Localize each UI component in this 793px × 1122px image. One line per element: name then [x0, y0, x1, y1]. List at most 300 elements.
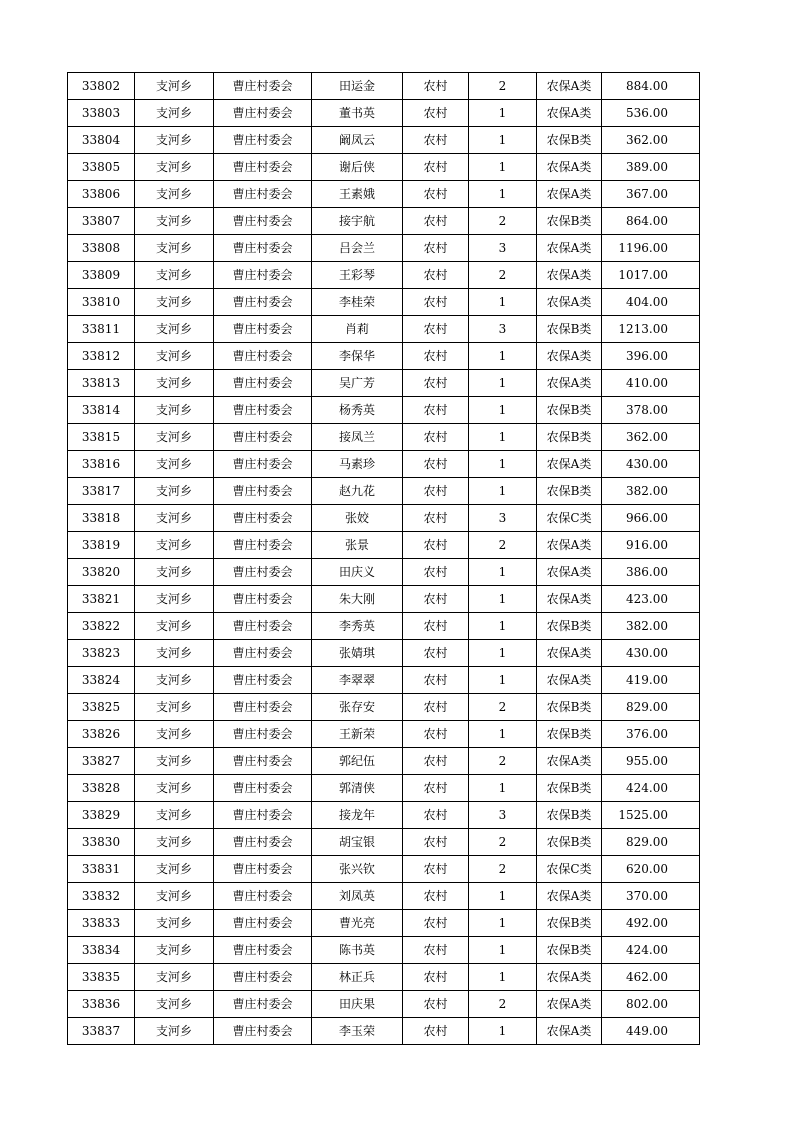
household-count-cell: 1	[469, 964, 537, 991]
amount-cell: 382.00	[602, 613, 700, 640]
township-cell: 支河乡	[135, 127, 214, 154]
table-row	[68, 208, 700, 235]
amount-cell: 829.00	[602, 829, 700, 856]
amount-cell: 386.00	[602, 559, 700, 586]
person-name-cell: 董书英	[312, 100, 403, 127]
amount-cell: 536.00	[602, 100, 700, 127]
table-row	[68, 586, 700, 613]
amount-cell: 1017.00	[602, 262, 700, 289]
person-name-cell: 李保华	[312, 343, 403, 370]
insurance-category-cell: 农保B类	[537, 478, 602, 505]
person-name-cell: 张姣	[312, 505, 403, 532]
area-type-cell: 农村	[403, 667, 469, 694]
insurance-category-cell: 农保B类	[537, 397, 602, 424]
table-row	[68, 1018, 700, 1045]
insurance-category-cell: 农保B类	[537, 127, 602, 154]
record-id-cell: 33802	[68, 73, 135, 100]
amount-cell: 367.00	[602, 181, 700, 208]
table-row	[68, 613, 700, 640]
table-row	[68, 127, 700, 154]
record-id-cell: 33836	[68, 991, 135, 1018]
amount-cell: 864.00	[602, 208, 700, 235]
village-committee-cell: 曹庄村委会	[214, 289, 312, 316]
amount-cell: 884.00	[602, 73, 700, 100]
record-id-cell: 33815	[68, 424, 135, 451]
area-type-cell: 农村	[403, 964, 469, 991]
record-id-cell: 33831	[68, 856, 135, 883]
record-id-cell: 33830	[68, 829, 135, 856]
record-id-cell: 33808	[68, 235, 135, 262]
insurance-category-cell: 农保A类	[537, 343, 602, 370]
record-id-cell: 33804	[68, 127, 135, 154]
table-row	[68, 694, 700, 721]
insurance-category-cell: 农保A类	[537, 586, 602, 613]
area-type-cell: 农村	[403, 991, 469, 1018]
township-cell: 支河乡	[135, 208, 214, 235]
village-committee-cell: 曹庄村委会	[214, 343, 312, 370]
table-row	[68, 289, 700, 316]
table-row	[68, 478, 700, 505]
records-body	[68, 73, 700, 1045]
record-id-cell: 33816	[68, 451, 135, 478]
household-count-cell: 2	[469, 208, 537, 235]
record-id-cell: 33825	[68, 694, 135, 721]
household-count-cell: 1	[469, 343, 537, 370]
area-type-cell: 农村	[403, 73, 469, 100]
amount-cell: 362.00	[602, 424, 700, 451]
amount-cell: 424.00	[602, 937, 700, 964]
village-committee-cell: 曹庄村委会	[214, 910, 312, 937]
record-id-cell: 33835	[68, 964, 135, 991]
township-cell: 支河乡	[135, 181, 214, 208]
village-committee-cell: 曹庄村委会	[214, 100, 312, 127]
household-count-cell: 1	[469, 775, 537, 802]
insurance-category-cell: 农保B类	[537, 721, 602, 748]
insurance-category-cell: 农保C类	[537, 505, 602, 532]
household-count-cell: 1	[469, 1018, 537, 1045]
table-row	[68, 235, 700, 262]
person-name-cell: 杨秀英	[312, 397, 403, 424]
person-name-cell: 郭纪伍	[312, 748, 403, 775]
insurance-category-cell: 农保A类	[537, 1018, 602, 1045]
insurance-category-cell: 农保A类	[537, 451, 602, 478]
person-name-cell: 张婧琪	[312, 640, 403, 667]
area-type-cell: 农村	[403, 505, 469, 532]
person-name-cell: 胡宝银	[312, 829, 403, 856]
village-committee-cell: 曹庄村委会	[214, 586, 312, 613]
table-row	[68, 262, 700, 289]
record-id-cell: 33821	[68, 586, 135, 613]
table-row	[68, 559, 700, 586]
household-count-cell: 1	[469, 937, 537, 964]
household-count-cell: 1	[469, 100, 537, 127]
township-cell: 支河乡	[135, 424, 214, 451]
table-row	[68, 397, 700, 424]
village-committee-cell: 曹庄村委会	[214, 748, 312, 775]
table-row	[68, 910, 700, 937]
household-count-cell: 3	[469, 316, 537, 343]
township-cell: 支河乡	[135, 775, 214, 802]
household-count-cell: 1	[469, 910, 537, 937]
household-count-cell: 2	[469, 532, 537, 559]
area-type-cell: 农村	[403, 910, 469, 937]
township-cell: 支河乡	[135, 964, 214, 991]
table-row	[68, 748, 700, 775]
person-name-cell: 马素珍	[312, 451, 403, 478]
insurance-category-cell: 农保B类	[537, 910, 602, 937]
area-type-cell: 农村	[403, 883, 469, 910]
person-name-cell: 张存安	[312, 694, 403, 721]
village-committee-cell: 曹庄村委会	[214, 829, 312, 856]
area-type-cell: 农村	[403, 748, 469, 775]
record-id-cell: 33810	[68, 289, 135, 316]
record-id-cell: 33827	[68, 748, 135, 775]
household-count-cell: 1	[469, 127, 537, 154]
amount-cell: 404.00	[602, 289, 700, 316]
household-count-cell: 1	[469, 289, 537, 316]
area-type-cell: 农村	[403, 451, 469, 478]
township-cell: 支河乡	[135, 370, 214, 397]
insurance-category-cell: 农保B类	[537, 613, 602, 640]
insurance-category-cell: 农保A类	[537, 100, 602, 127]
amount-cell: 1196.00	[602, 235, 700, 262]
record-id-cell: 33833	[68, 910, 135, 937]
person-name-cell: 李秀英	[312, 613, 403, 640]
insurance-category-cell: 农保B类	[537, 316, 602, 343]
area-type-cell: 农村	[403, 694, 469, 721]
area-type-cell: 农村	[403, 289, 469, 316]
amount-cell: 449.00	[602, 1018, 700, 1045]
township-cell: 支河乡	[135, 991, 214, 1018]
table-row	[68, 154, 700, 181]
table-row	[68, 370, 700, 397]
insurance-category-cell: 农保B类	[537, 802, 602, 829]
area-type-cell: 农村	[403, 1018, 469, 1045]
village-committee-cell: 曹庄村委会	[214, 262, 312, 289]
table-row	[68, 505, 700, 532]
table-row	[68, 532, 700, 559]
record-id-cell: 33809	[68, 262, 135, 289]
record-id-cell: 33806	[68, 181, 135, 208]
village-committee-cell: 曹庄村委会	[214, 73, 312, 100]
township-cell: 支河乡	[135, 748, 214, 775]
township-cell: 支河乡	[135, 910, 214, 937]
area-type-cell: 农村	[403, 775, 469, 802]
village-committee-cell: 曹庄村委会	[214, 937, 312, 964]
village-committee-cell: 曹庄村委会	[214, 478, 312, 505]
village-committee-cell: 曹庄村委会	[214, 694, 312, 721]
amount-cell: 362.00	[602, 127, 700, 154]
household-count-cell: 1	[469, 559, 537, 586]
area-type-cell: 农村	[403, 343, 469, 370]
amount-cell: 430.00	[602, 640, 700, 667]
township-cell: 支河乡	[135, 154, 214, 181]
household-count-cell: 2	[469, 748, 537, 775]
record-id-cell: 33813	[68, 370, 135, 397]
township-cell: 支河乡	[135, 802, 214, 829]
township-cell: 支河乡	[135, 100, 214, 127]
person-name-cell: 陈书英	[312, 937, 403, 964]
person-name-cell: 赵九花	[312, 478, 403, 505]
person-name-cell: 曹光亮	[312, 910, 403, 937]
area-type-cell: 农村	[403, 829, 469, 856]
area-type-cell: 农村	[403, 100, 469, 127]
area-type-cell: 农村	[403, 370, 469, 397]
insurance-category-cell: 农保B类	[537, 694, 602, 721]
village-committee-cell: 曹庄村委会	[214, 667, 312, 694]
township-cell: 支河乡	[135, 289, 214, 316]
township-cell: 支河乡	[135, 316, 214, 343]
household-count-cell: 2	[469, 856, 537, 883]
table-row	[68, 667, 700, 694]
person-name-cell: 朱大刚	[312, 586, 403, 613]
amount-cell: 419.00	[602, 667, 700, 694]
household-count-cell: 1	[469, 883, 537, 910]
insurance-category-cell: 农保B类	[537, 937, 602, 964]
township-cell: 支河乡	[135, 343, 214, 370]
table-row	[68, 775, 700, 802]
amount-cell: 430.00	[602, 451, 700, 478]
record-id-cell: 33807	[68, 208, 135, 235]
township-cell: 支河乡	[135, 478, 214, 505]
table-row	[68, 640, 700, 667]
household-count-cell: 1	[469, 397, 537, 424]
area-type-cell: 农村	[403, 640, 469, 667]
area-type-cell: 农村	[403, 181, 469, 208]
amount-cell: 424.00	[602, 775, 700, 802]
table-row	[68, 829, 700, 856]
table-row	[68, 964, 700, 991]
records-table	[67, 72, 700, 1045]
township-cell: 支河乡	[135, 829, 214, 856]
amount-cell: 1213.00	[602, 316, 700, 343]
township-cell: 支河乡	[135, 613, 214, 640]
village-committee-cell: 曹庄村委会	[214, 775, 312, 802]
village-committee-cell: 曹庄村委会	[214, 505, 312, 532]
insurance-category-cell: 农保A类	[537, 991, 602, 1018]
record-id-cell: 33837	[68, 1018, 135, 1045]
record-id-cell: 33820	[68, 559, 135, 586]
table-row	[68, 100, 700, 127]
household-count-cell: 2	[469, 829, 537, 856]
township-cell: 支河乡	[135, 883, 214, 910]
area-type-cell: 农村	[403, 613, 469, 640]
village-committee-cell: 曹庄村委会	[214, 532, 312, 559]
amount-cell: 620.00	[602, 856, 700, 883]
insurance-category-cell: 农保A类	[537, 370, 602, 397]
township-cell: 支河乡	[135, 532, 214, 559]
insurance-category-cell: 农保A类	[537, 73, 602, 100]
village-committee-cell: 曹庄村委会	[214, 397, 312, 424]
person-name-cell: 刘凤英	[312, 883, 403, 910]
area-type-cell: 农村	[403, 262, 469, 289]
household-count-cell: 1	[469, 613, 537, 640]
table-row	[68, 451, 700, 478]
area-type-cell: 农村	[403, 235, 469, 262]
record-id-cell: 33811	[68, 316, 135, 343]
village-committee-cell: 曹庄村委会	[214, 316, 312, 343]
insurance-category-cell: 农保A类	[537, 883, 602, 910]
table-row	[68, 937, 700, 964]
record-id-cell: 33805	[68, 154, 135, 181]
person-name-cell: 田庆果	[312, 991, 403, 1018]
amount-cell: 916.00	[602, 532, 700, 559]
person-name-cell: 郭清侠	[312, 775, 403, 802]
person-name-cell: 王素娥	[312, 181, 403, 208]
record-id-cell: 33819	[68, 532, 135, 559]
person-name-cell: 接凤兰	[312, 424, 403, 451]
insurance-category-cell: 农保B类	[537, 208, 602, 235]
person-name-cell: 吕会兰	[312, 235, 403, 262]
amount-cell: 829.00	[602, 694, 700, 721]
record-id-cell: 33829	[68, 802, 135, 829]
person-name-cell: 王新荣	[312, 721, 403, 748]
village-committee-cell: 曹庄村委会	[214, 1018, 312, 1045]
amount-cell: 423.00	[602, 586, 700, 613]
household-count-cell: 2	[469, 991, 537, 1018]
amount-cell: 802.00	[602, 991, 700, 1018]
village-committee-cell: 曹庄村委会	[214, 181, 312, 208]
insurance-category-cell: 农保A类	[537, 667, 602, 694]
township-cell: 支河乡	[135, 451, 214, 478]
area-type-cell: 农村	[403, 316, 469, 343]
insurance-category-cell: 农保A类	[537, 289, 602, 316]
insurance-category-cell: 农保A类	[537, 532, 602, 559]
table-row	[68, 721, 700, 748]
insurance-category-cell: 农保A类	[537, 235, 602, 262]
area-type-cell: 农村	[403, 937, 469, 964]
village-committee-cell: 曹庄村委会	[214, 721, 312, 748]
household-count-cell: 1	[469, 424, 537, 451]
village-committee-cell: 曹庄村委会	[214, 640, 312, 667]
table-row	[68, 883, 700, 910]
township-cell: 支河乡	[135, 856, 214, 883]
township-cell: 支河乡	[135, 721, 214, 748]
person-name-cell: 接宇航	[312, 208, 403, 235]
area-type-cell: 农村	[403, 154, 469, 181]
record-id-cell: 33826	[68, 721, 135, 748]
village-committee-cell: 曹庄村委会	[214, 991, 312, 1018]
table-row	[68, 991, 700, 1018]
township-cell: 支河乡	[135, 235, 214, 262]
village-committee-cell: 曹庄村委会	[214, 856, 312, 883]
village-committee-cell: 曹庄村委会	[214, 154, 312, 181]
amount-cell: 389.00	[602, 154, 700, 181]
township-cell: 支河乡	[135, 667, 214, 694]
household-count-cell: 1	[469, 586, 537, 613]
area-type-cell: 农村	[403, 802, 469, 829]
area-type-cell: 农村	[403, 856, 469, 883]
village-committee-cell: 曹庄村委会	[214, 208, 312, 235]
area-type-cell: 农村	[403, 559, 469, 586]
person-name-cell: 张景	[312, 532, 403, 559]
record-id-cell: 33818	[68, 505, 135, 532]
record-id-cell: 33812	[68, 343, 135, 370]
village-committee-cell: 曹庄村委会	[214, 127, 312, 154]
record-id-cell: 33832	[68, 883, 135, 910]
insurance-category-cell: 农保B类	[537, 775, 602, 802]
insurance-category-cell: 农保B类	[537, 424, 602, 451]
village-committee-cell: 曹庄村委会	[214, 613, 312, 640]
township-cell: 支河乡	[135, 505, 214, 532]
person-name-cell: 吴广芳	[312, 370, 403, 397]
record-id-cell: 33834	[68, 937, 135, 964]
record-id-cell: 33817	[68, 478, 135, 505]
household-count-cell: 3	[469, 505, 537, 532]
household-count-cell: 3	[469, 802, 537, 829]
village-committee-cell: 曹庄村委会	[214, 964, 312, 991]
amount-cell: 382.00	[602, 478, 700, 505]
village-committee-cell: 曹庄村委会	[214, 451, 312, 478]
area-type-cell: 农村	[403, 127, 469, 154]
township-cell: 支河乡	[135, 73, 214, 100]
insurance-category-cell: 农保B类	[537, 829, 602, 856]
household-count-cell: 2	[469, 73, 537, 100]
person-name-cell: 田运金	[312, 73, 403, 100]
area-type-cell: 农村	[403, 721, 469, 748]
table-row	[68, 181, 700, 208]
insurance-category-cell: 农保A类	[537, 640, 602, 667]
village-committee-cell: 曹庄村委会	[214, 559, 312, 586]
area-type-cell: 农村	[403, 397, 469, 424]
household-count-cell: 3	[469, 235, 537, 262]
township-cell: 支河乡	[135, 1018, 214, 1045]
amount-cell: 396.00	[602, 343, 700, 370]
area-type-cell: 农村	[403, 424, 469, 451]
table-row	[68, 802, 700, 829]
record-id-cell: 33828	[68, 775, 135, 802]
area-type-cell: 农村	[403, 208, 469, 235]
table-row	[68, 424, 700, 451]
person-name-cell: 李玉荣	[312, 1018, 403, 1045]
village-committee-cell: 曹庄村委会	[214, 883, 312, 910]
township-cell: 支河乡	[135, 559, 214, 586]
area-type-cell: 农村	[403, 586, 469, 613]
person-name-cell: 田庆义	[312, 559, 403, 586]
household-count-cell: 2	[469, 262, 537, 289]
person-name-cell: 谢后侠	[312, 154, 403, 181]
township-cell: 支河乡	[135, 694, 214, 721]
household-count-cell: 1	[469, 451, 537, 478]
record-id-cell: 33803	[68, 100, 135, 127]
person-name-cell: 肖莉	[312, 316, 403, 343]
amount-cell: 966.00	[602, 505, 700, 532]
person-name-cell: 张兴钦	[312, 856, 403, 883]
household-count-cell: 2	[469, 694, 537, 721]
person-name-cell: 接龙年	[312, 802, 403, 829]
amount-cell: 376.00	[602, 721, 700, 748]
village-committee-cell: 曹庄村委会	[214, 370, 312, 397]
household-count-cell: 1	[469, 721, 537, 748]
household-count-cell: 1	[469, 667, 537, 694]
table-row	[68, 856, 700, 883]
insurance-category-cell: 农保A类	[537, 748, 602, 775]
record-id-cell: 33823	[68, 640, 135, 667]
table-row	[68, 343, 700, 370]
household-count-cell: 1	[469, 478, 537, 505]
person-name-cell: 王彩琴	[312, 262, 403, 289]
township-cell: 支河乡	[135, 397, 214, 424]
insurance-category-cell: 农保C类	[537, 856, 602, 883]
insurance-category-cell: 农保A类	[537, 262, 602, 289]
household-count-cell: 1	[469, 181, 537, 208]
village-committee-cell: 曹庄村委会	[214, 802, 312, 829]
record-id-cell: 33824	[68, 667, 135, 694]
insurance-category-cell: 农保A类	[537, 559, 602, 586]
table-row	[68, 73, 700, 100]
amount-cell: 1525.00	[602, 802, 700, 829]
amount-cell: 492.00	[602, 910, 700, 937]
